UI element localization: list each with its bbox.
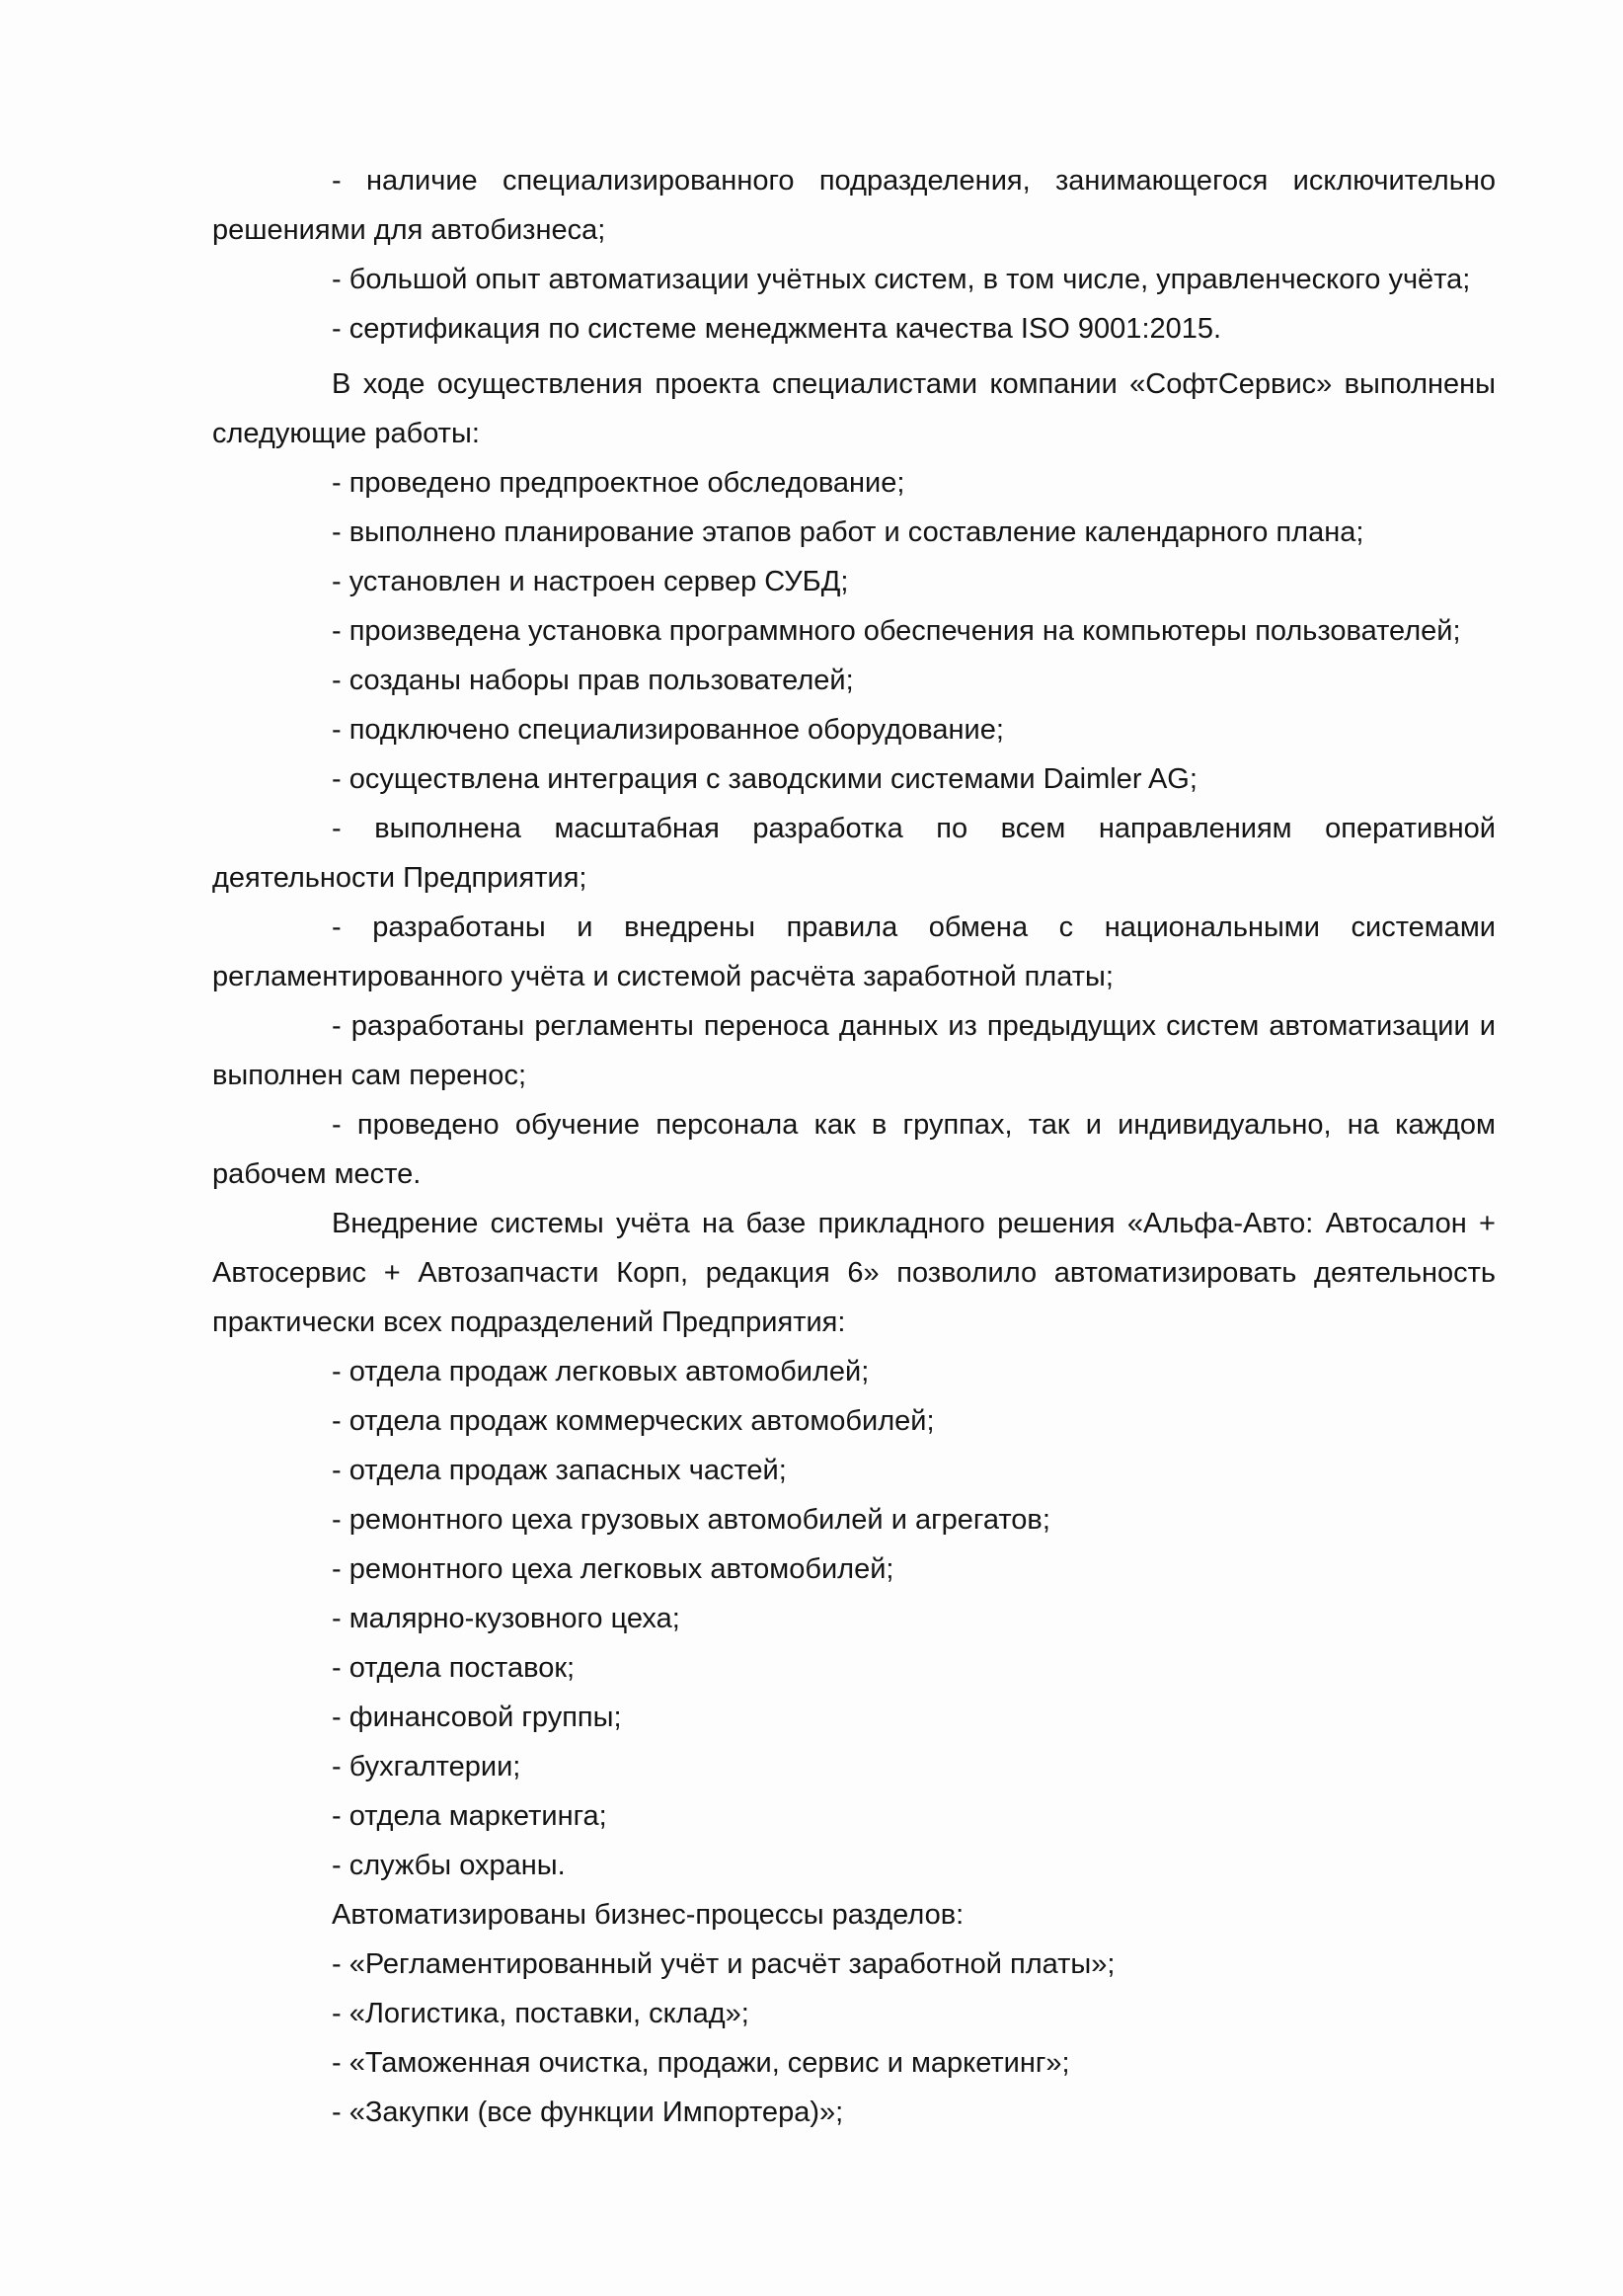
list-item-work: - подключено специализированное оборудование;	[332, 714, 1004, 746]
list-item-business-process: - «Закупки (все функции Импортера)»;	[332, 2097, 844, 2128]
list-item-department: - отдела продаж коммерческих автомобилей;	[332, 1405, 935, 1437]
list-item-specialized-division: - наличие специализированного подразделения, занимающегося исключительно решениями для автобизнеса;	[212, 165, 1496, 246]
list-item-department: - службы охраны.	[332, 1850, 566, 1881]
list-item-business-process: - «Логистика, поставки, склад»;	[332, 1998, 749, 2029]
list-item-department: - бухгалтерии;	[332, 1751, 521, 1782]
list-item-department: - финансовой группы;	[332, 1702, 622, 1733]
list-item-department: - ремонтного цеха грузовых автомобилей и агрегатов;	[332, 1504, 1050, 1536]
list-item-business-process: - «Регламентированный учёт и расчёт заработной платы»;	[332, 1948, 1116, 1980]
document-body	[212, 156, 1496, 2137]
list-item-department: - отдела поставок;	[332, 1652, 576, 1684]
list-item-work: - созданы наборы прав пользователей;	[332, 665, 854, 696]
list-item-work: - осуществлена интеграция с заводскими системами Daimler AG;	[332, 763, 1198, 795]
list-item-work: - выполнено планирование этапов работ и составление календарного плана;	[332, 516, 1364, 548]
list-item-work: - проведено предпроектное обследование;	[332, 467, 905, 499]
list-item-iso-certification: - сертификация по системе менеджмента качества ISO 9001:2015.	[332, 313, 1222, 345]
list-item-department: - ремонтного цеха легковых автомобилей;	[332, 1553, 894, 1585]
list-item-work: - установлен и настроен сервер СУБД;	[332, 566, 849, 597]
list-item-department: - отдела продаж легковых автомобилей;	[332, 1356, 870, 1387]
list-item-work-development: - выполнена масштабная разработка по всем направлениям оперативной деятельности Предприятия;	[212, 813, 1496, 894]
paragraph-project-works-intro: В ходе осуществления проекта специалистами компании «СофтСервис» выполнены следующие работы:	[212, 368, 1496, 449]
list-item-work: - произведена установка программного обеспечения на компьютеры пользователей;	[332, 615, 1461, 647]
list-item-work-data-migration: - разработаны регламенты переноса данных из предыдущих систем автоматизации и выполнен сам перенос;	[212, 1010, 1496, 1091]
list-item-work-exchange-rules: - разработаны и внедрены правила обмена с национальными системами регламентированного учёта и системой расчёта заработной платы;	[212, 911, 1496, 992]
business-processes-heading: Автоматизированы бизнес-процессы разделов:	[332, 1899, 965, 1931]
list-item-department: - отдела продаж запасных частей;	[332, 1455, 787, 1486]
list-item-experience: - большой опыт автоматизации учётных систем, в том числе, управленческого учёта;	[332, 264, 1471, 295]
list-item-department: - отдела маркетинга;	[332, 1800, 607, 1832]
list-item-work-training: - проведено обучение персонала как в группах, так и индивидуально, на каждом рабочем месте.	[212, 1109, 1496, 1190]
list-item-department: - малярно-кузовного цеха;	[332, 1603, 680, 1634]
list-item-business-process: - «Таможенная очистка, продажи, сервис и маркетинг»;	[332, 2047, 1070, 2079]
paragraph-implementation-result: Внедрение системы учёта на базе прикладного решения «Альфа-Авто: Автосалон + Автосервис + Автозапчасти Корп, редакция 6» позволило автоматизировать деятельность практически всех подразделений Предприятия:	[212, 1208, 1496, 1338]
